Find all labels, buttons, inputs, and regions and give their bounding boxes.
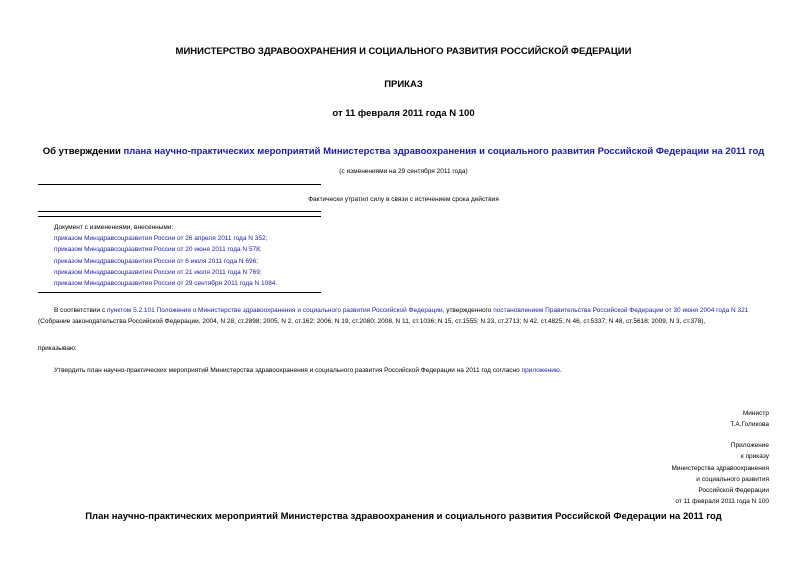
preamble-text: , утвержденного [442,307,494,314]
appendix-line: Приложение [730,442,769,449]
appendix-line: от 11 февраля 2011 года N 100 [675,498,769,506]
preamble-text: В соответствии с [54,307,108,314]
divider [38,184,321,185]
regulation-link[interactable]: пунктом 5.2.101 Положения о Министерстве здравоохранения и социального развития Российской Федерации [107,307,443,314]
amendment-link[interactable]: приказом Минздравсоцразвития России от 26 апреля 2011 года N 352; [54,235,268,243]
doc-title-prefix: Об утверждении [42,146,124,157]
changes-note: (с изменениями на 29 сентября 2011 года) [339,168,468,175]
appendix-link[interactable]: приложению [521,367,560,374]
amendment-link[interactable]: приказом Минздравсоцразвития России от 29 сентября 2011 года N 1084. [54,280,278,288]
appendix-line: Министерства здравоохранения [671,464,769,472]
doc-title-link[interactable]: плана научно-практических мероприятий Министерства здравоохранения и социального развития Российской Федерации на 2011 год [123,146,765,157]
resolution-link[interactable]: постановлением Правительства Российской Федерации от 30 июня 2004 года N 321 [493,307,749,314]
approve-text: Утвердить план научно-практических мероприятий Министерства здравоохранения и социального развития Российской Федерации на 2011 год согласно [54,367,522,374]
appendix-line: и социального развития [696,475,769,483]
divider [38,292,321,293]
appendix-block [672,440,770,508]
ministry-header: МИНИСТЕРСТВО ЗДРАВООХРАНЕНИЯ И СОЦИАЛЬНОГО РАЗВИТИЯ РОССИЙСКОЙ ФЕДЕРАЦИИ [175,46,632,57]
appendix-line: к приказу [740,453,769,461]
order-word: приказываю: [38,345,77,352]
signature-name: Т.А.Голикова [730,421,769,429]
preamble-paragraph [38,305,768,328]
signature-block [730,408,769,431]
amendment-link[interactable]: приказом Минздравсоцразвития России от 20 июня 2011 года N 578; [54,246,262,254]
doc-type: ПРИКАЗ [384,79,423,90]
amendment-link[interactable]: приказом Минздравсоцразвития России от 21 июля 2011 года N 769; [54,268,262,276]
amendment-link[interactable]: приказом Минздравсоцразвития России от 6 июля 2011 года N 696; [54,257,259,265]
doc-date-number: от 11 февраля 2011 года N 100 [332,108,475,119]
status-note: Фактически утратил силу в связи с истечением срока действия [308,196,499,203]
appendix-line: Российской Федерации [698,487,769,495]
amendments-heading: Документ с изменениями, внесенными: [54,224,174,231]
preamble-text: (Собрание законодательства Российской Федерации, 2004, N 28, ст.2898; 2005, N 2, ст.162; 2006, N 19, ст.2080; 2008, N 11, ст.1036; N 15, ст.1555; N 23, ст.2713; N 42, ст.4825; N 46, ст.5337; N 48, ст.5618; 2009, N 3, ст.378), [38,318,706,326]
approve-end: . [559,367,562,374]
amendments-block [54,222,277,289]
divider [38,216,321,217]
signature-position: Министр [742,410,769,417]
plan-title: План научно-практических мероприятий Министерства здравоохранения и социального развития Российской Федерации на 2011 год [85,511,722,522]
divider [38,211,321,212]
doc-title [0,146,807,157]
approve-paragraph [54,367,562,374]
